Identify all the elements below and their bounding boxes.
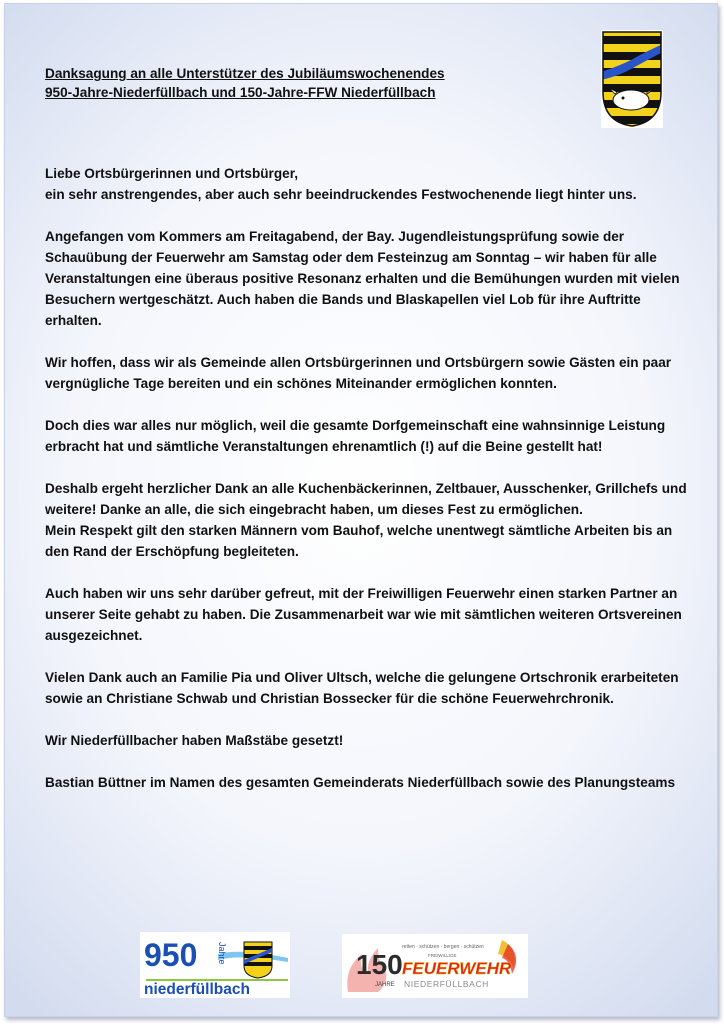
thanks-bauhof: Mein Respekt gilt den starken Männern vom Bauhof, welche unentwegt sämtliche Arbeiten bis an den Rand der Erschöpfung begleiteten.: [45, 523, 673, 559]
logo-ffw-tagline: retten · schützen · bergen · schützen: [402, 944, 484, 950]
logo-950-jahre-text: Jahre: [217, 942, 227, 965]
logo-150-jahre: JAHRE: [375, 982, 395, 988]
logo-950-number: 950: [144, 937, 198, 973]
logo-ffw-small-label: FREIWILLIGE: [428, 953, 457, 958]
logo-950-place: niederfüllbach: [144, 981, 250, 998]
title-line-1: Danksagung an alle Unterstützer des Jubiläumswochenendes: [45, 66, 445, 81]
logo-150-jahre-feuerwehr: [342, 934, 528, 998]
paragraph-thanks: [45, 478, 695, 562]
logo-150-number: 150: [356, 949, 403, 980]
paragraph-hope: Wir hoffen, dass wir als Gemeinde allen Ortsbürgerinnen und Ortsbürgern sowie Gästen ein paar vergnügliche Tage bereiten und ein schönes Miteinander ermöglichen konnten.: [45, 355, 672, 391]
paragraph-chronicles: Vielen Dank auch an Familie Pia und Oliver Ultsch, welche die gelungene Ortschronik erarbeiteten sowie an Christiane Schwab und Christian Bossecker für die schöne Feuerwehrchronik.: [45, 670, 679, 706]
thanks-helpers: Deshalb ergeht herzlicher Dank an alle Kuchenbäckerinnen, Zeltbauer, Ausschenker, Grillchefs und weitere! Danke an alle, die sich eingebracht haben, um dieses Fest zu ermöglichen.: [45, 481, 687, 517]
title-line-2: 950-Jahre-Niederfüllbach und 150-Jahre-FFW Niederfüllbach: [45, 85, 436, 100]
salutation-paragraph: [45, 163, 695, 205]
paragraph-fire-brigade: Auch haben wir uns sehr darüber gefreut, mit der Freiwilligen Feuerwehr einen starken Partner an unserer Seite gehabt zu haben. Die Zusammenarbeit war wie mit sämtlichen weiteren Ortsvereinen ausgezeichnet.: [45, 586, 682, 643]
logo-950-crest-icon: [244, 942, 272, 978]
signature: Bastian Büttner im Namen des gesamten Gemeinderats Niederfüllbach sowie des Planungsteams: [45, 775, 676, 790]
letter-title: [45, 64, 585, 102]
letter-body: [45, 163, 695, 814]
intro-line: ein sehr anstrengendes, aber auch sehr beeindruckendes Festwochenende liegt hinter uns.: [45, 187, 637, 202]
paragraph-closing: Wir Niederfüllbacher haben Maßstäbe gesetzt!: [45, 733, 344, 748]
salutation: Liebe Ortsbürgerinnen und Ortsbürger,: [45, 166, 299, 181]
logo-ffw-place: NIEDERFÜLLBACH: [404, 979, 489, 989]
logo-ffw-name: FEUERWEHR: [402, 959, 512, 978]
paragraph-events: Angefangen vom Kommers am Freitagabend, der Bay. Jugendleistungsprüfung sowie der Schauübung der Feuerwehr am Samstag oder dem Festeinzug am Sonntag – wir haben für alle Veranstaltungen eine überaus positive Resonanz erhalten und die Bemühungen wurden mit vielen Besuchern wertgeschätzt. Auch haben die Bands und Blaskapellen viel Lob für ihre Auftritte erhalten.: [45, 229, 680, 328]
paragraph-community: Doch dies war alles nur möglich, weil die gesamte Dorfgemeinschaft eine wahnsinnige Leistung erbracht hat und sämtliche Veranstaltungen ehrenamtlich (!) auf die Beine gestellt hat!: [45, 418, 666, 454]
logo-950-jahre: [140, 932, 290, 998]
coat-of-arms-icon: [601, 30, 663, 128]
document-page: [4, 3, 718, 1017]
